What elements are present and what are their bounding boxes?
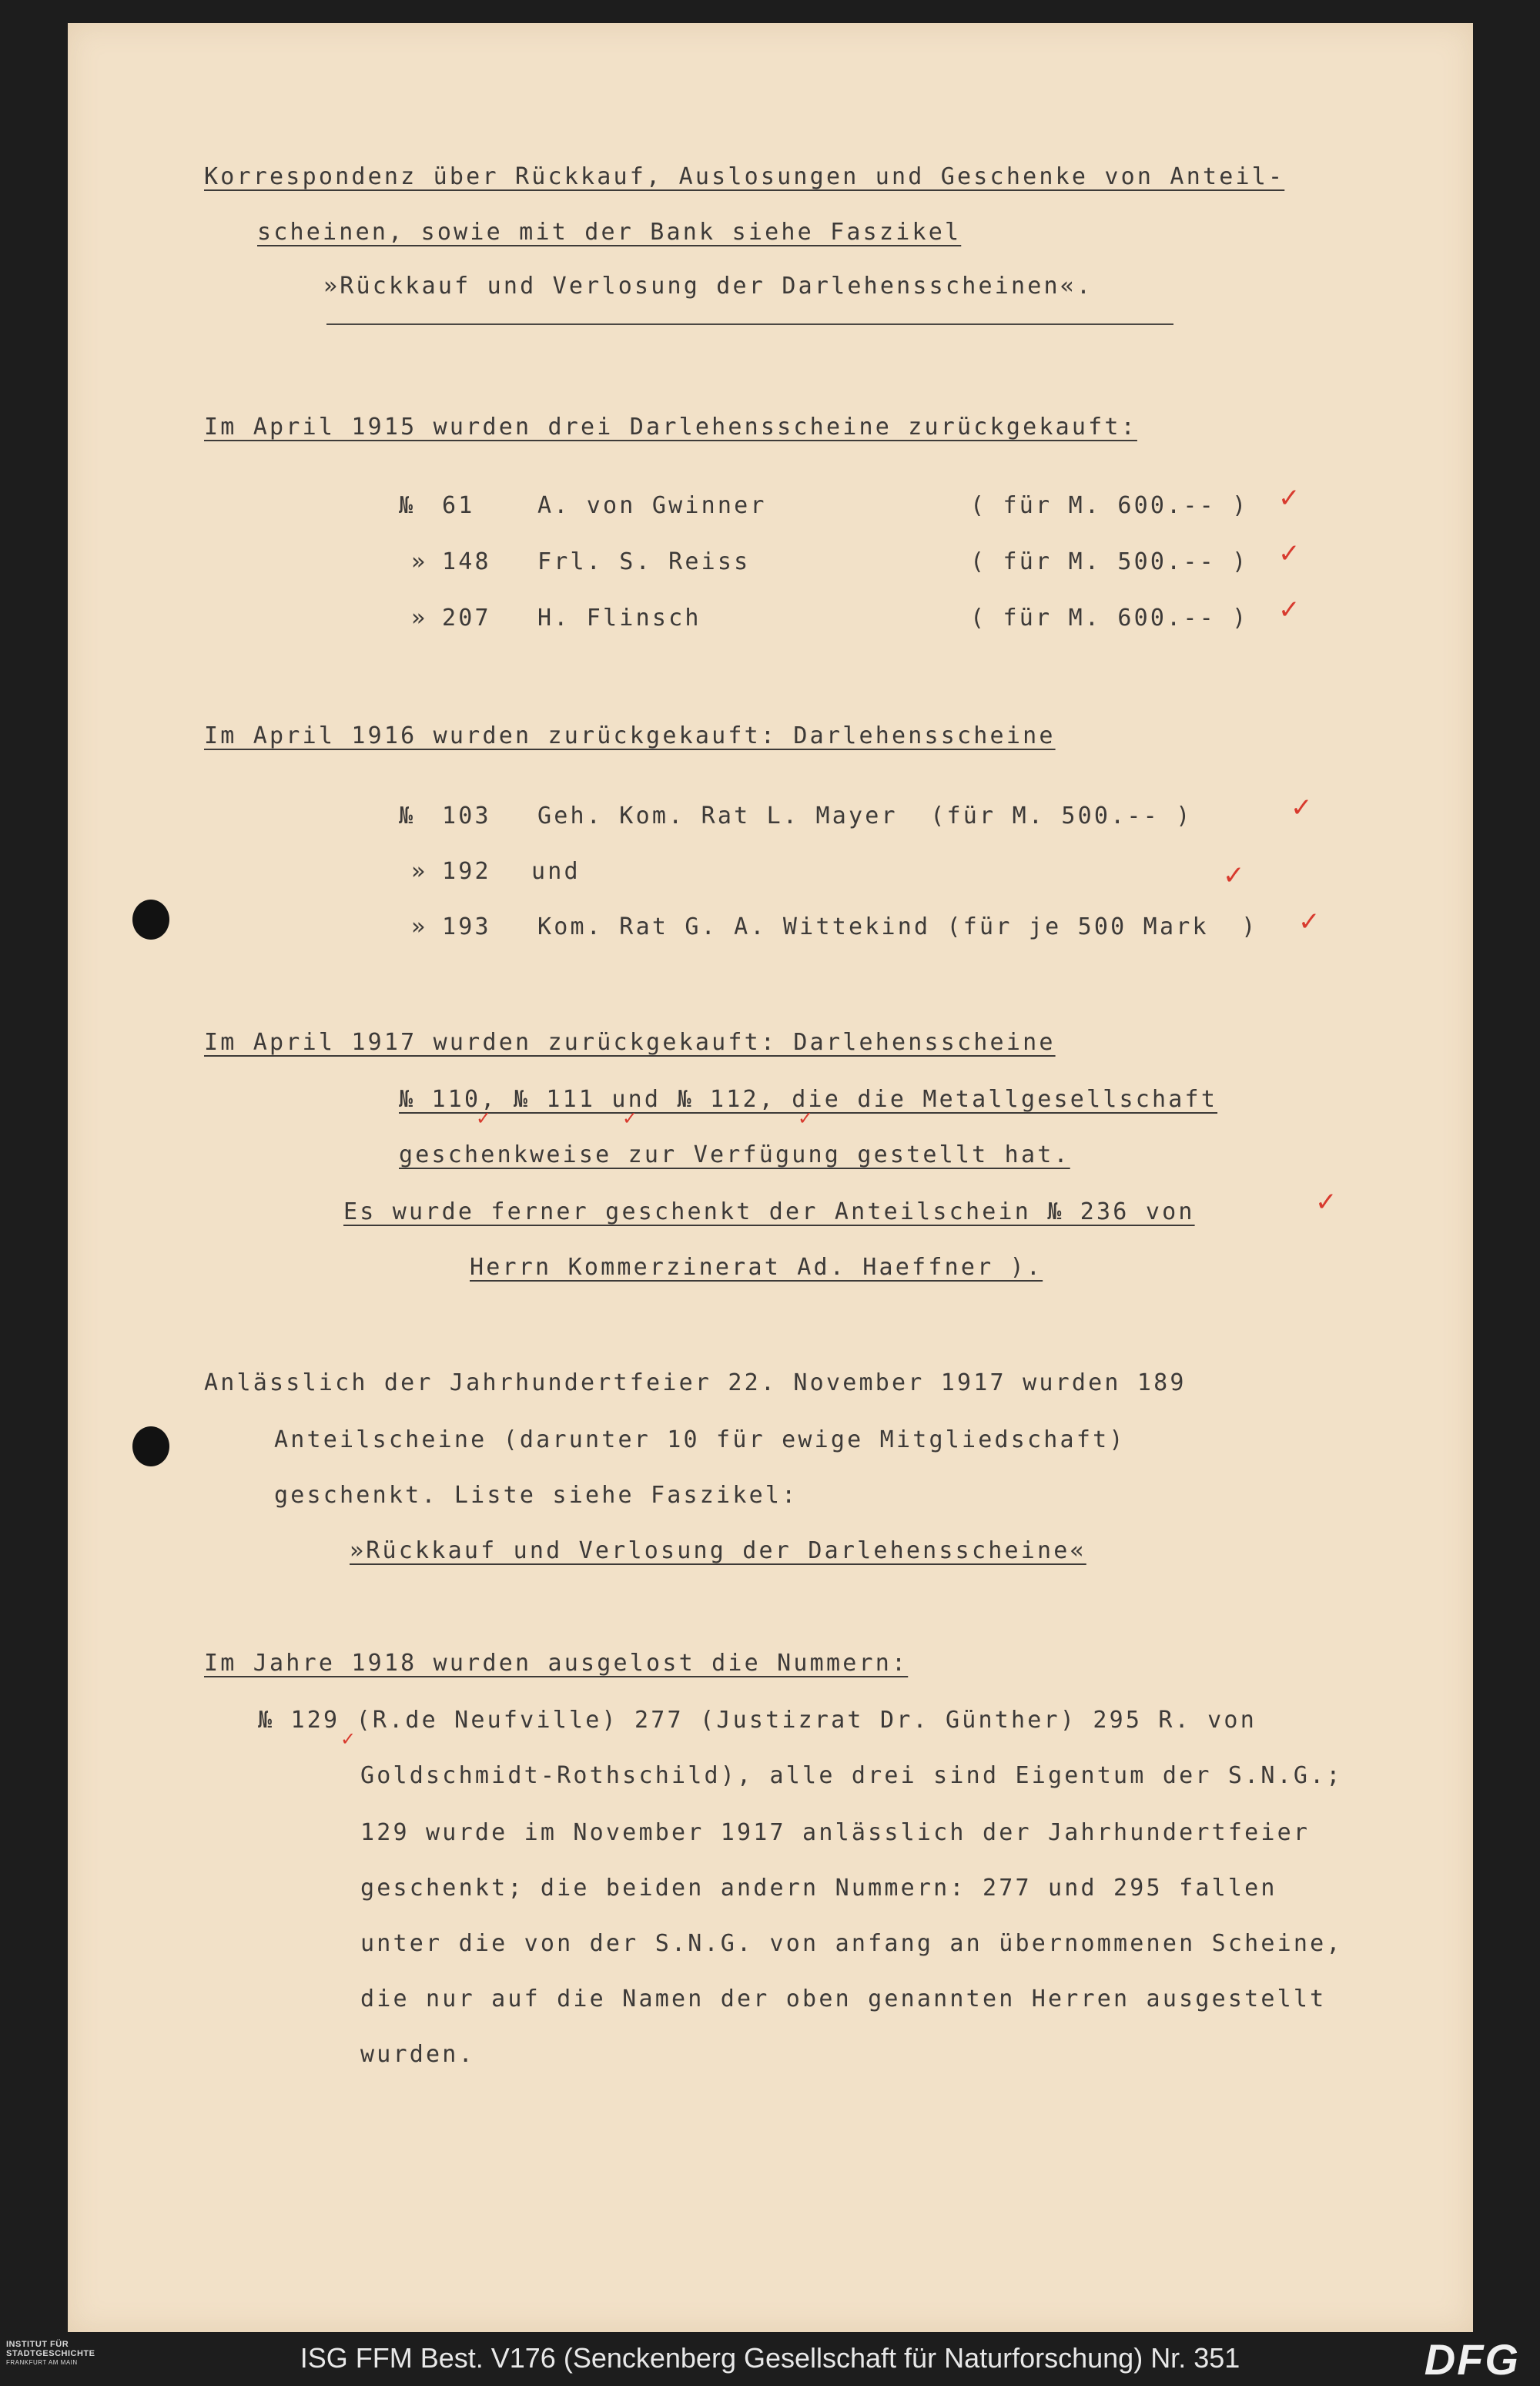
section-1918-line-6: die nur auf die Namen der oben genannten Herren ausgestellt [360, 1986, 1327, 2012]
section-1918-line-7: wurden. [360, 2041, 475, 2068]
header-line-1: Korrespondenz über Rückkauf, Auslosungen und Geschenke von Anteil- [204, 163, 1285, 190]
section-1917-line-2: geschenkweise zur Verfügung gestellt hat. [399, 1141, 1070, 1168]
red-tick-mark: ✓ [798, 1108, 814, 1129]
row-prefix: » [411, 913, 428, 940]
row-amount: ( für M. 500.-- ) [970, 548, 1249, 575]
section-1918-line-1: № 129 (R.de Neufville) 277 (Justizrat Dr. Günther) 295 R. von [258, 1707, 1257, 1734]
section-1915-heading: Im April 1915 wurden drei Darlehensscheine zurückgekauft: [204, 414, 1137, 441]
section-1917-line-4: Herrn Kommerzinerat Ad. Haeffner ). [470, 1254, 1043, 1281]
row-name: H. Flinsch [537, 605, 701, 632]
row-number: 207 [442, 605, 491, 632]
section-1918-line-4: geschenkt; die beiden andern Nummern: 277 und 295 fallen [360, 1875, 1277, 1902]
section-1918-line-5: unter die von der S.N.G. von anfang an übernommenen Scheine, [360, 1930, 1343, 1957]
red-check-mark: ✓ [1278, 538, 1301, 569]
row-number: 61 [442, 492, 475, 519]
red-tick-mark: ✓ [340, 1728, 357, 1750]
section-1917-line-1: № 110, № 111 und № 112, die die Metallgesellschaft [399, 1086, 1218, 1113]
red-check-mark: ✓ [1298, 906, 1321, 937]
section-1917-heading: Im April 1917 wurden zurückgekauft: Darlehensscheine [204, 1029, 1056, 1056]
red-check-mark: ✓ [1223, 860, 1245, 891]
institution-line-1: INSTITUT FÜR [6, 2340, 69, 2349]
red-tick-mark: ✓ [622, 1108, 638, 1129]
red-check-mark: ✓ [1278, 483, 1301, 514]
red-check-mark: ✓ [1315, 1187, 1337, 1218]
section-1918-line-3: 129 wurde im November 1917 anlässlich der Jahrhundertfeier [360, 1819, 1311, 1846]
jubilee-line-4: »Rückkauf und Verlosung der Darlehensscheine« [350, 1537, 1086, 1564]
row-prefix: » [411, 858, 428, 885]
red-check-mark: ✓ [1291, 793, 1313, 823]
row-name: Frl. S. Reiss [537, 548, 751, 575]
row-number: 193 [442, 913, 491, 940]
row-text: und [531, 858, 581, 885]
archive-footer [0, 2332, 1540, 2386]
document-page [68, 23, 1473, 2332]
row-prefix: » [411, 605, 428, 632]
row-amount: ( für M. 600.-- ) [970, 605, 1249, 632]
row-number: 103 [442, 803, 491, 829]
row-prefix: № [399, 492, 416, 519]
dfg-logo: DFG [1424, 2335, 1520, 2384]
row-prefix: № [399, 803, 416, 829]
header-line-2: scheinen, sowie mit der Bank siehe Faszikel [257, 219, 962, 246]
archive-citation: ISG FFM Best. V176 (Senckenberg Gesellschaft für Naturforschung) Nr. 351 [300, 2342, 1240, 2374]
punch-hole [132, 1426, 169, 1466]
jubilee-line-1: Anlässlich der Jahrhundertfeier 22. November 1917 wurden 189 [204, 1369, 1187, 1396]
section-1916-heading: Im April 1916 wurden zurückgekauft: Darlehensscheine [204, 722, 1056, 749]
header-divider [326, 323, 1173, 325]
section-1918-line-2: Goldschmidt-Rothschild), alle drei sind Eigentum der S.N.G.; [360, 1762, 1343, 1789]
row-number: 192 [442, 858, 491, 885]
row-prefix: » [411, 548, 428, 575]
row-name: A. von Gwinner [537, 492, 767, 519]
row-number: 148 [442, 548, 491, 575]
jubilee-line-3: geschenkt. Liste siehe Faszikel: [274, 1482, 798, 1509]
punch-hole [132, 900, 169, 940]
header-line-3: »Rückkauf und Verlosung der Darlehensscheinen«. [323, 273, 1093, 300]
red-tick-mark: ✓ [476, 1108, 492, 1129]
row-amount: ( für M. 600.-- ) [970, 492, 1249, 519]
row-text: Geh. Kom. Rat L. Mayer (für M. 500.-- ) [537, 803, 1193, 829]
red-check-mark: ✓ [1278, 595, 1301, 625]
jubilee-line-2: Anteilscheine (darunter 10 für ewige Mitgliedschaft) [274, 1426, 1126, 1453]
section-1918-heading: Im Jahre 1918 wurden ausgelost die Nummern: [204, 1650, 909, 1677]
institution-line-2: STADTGESCHICHTE [6, 2349, 95, 2358]
row-text: Kom. Rat G. A. Wittekind (für je 500 Mark ) [537, 913, 1258, 940]
section-1917-line-3: Es wurde ferner geschenkt der Anteilschein № 236 von [343, 1198, 1195, 1225]
institution-line-3: FRANKFURT AM MAIN [6, 2359, 78, 2366]
